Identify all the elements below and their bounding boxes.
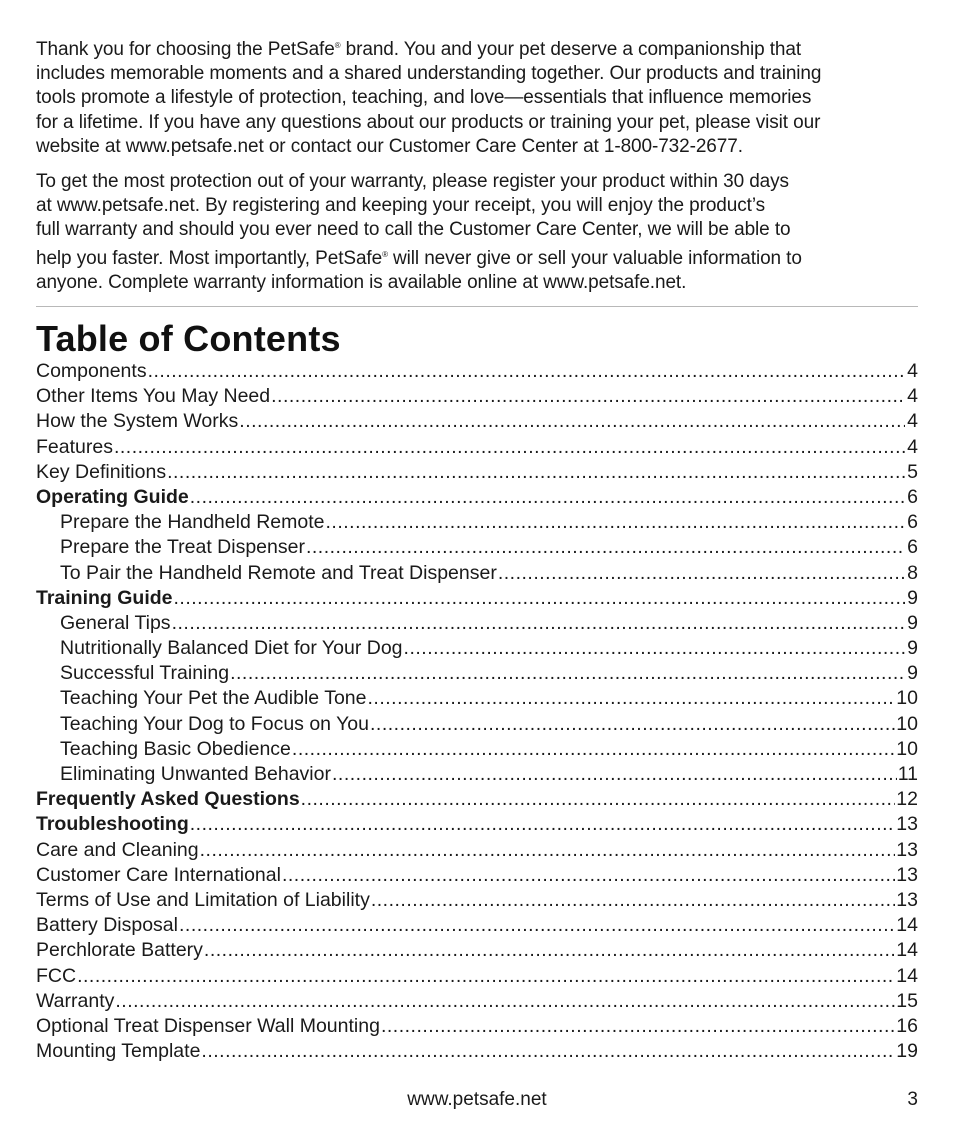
toc-entry-title: Other Items You May Need <box>36 385 271 408</box>
toc-entry-title: Mounting Template <box>36 1040 201 1063</box>
toc-entry-title: General Tips <box>60 611 171 634</box>
dot-leader <box>230 661 905 686</box>
toc-entry-prepare-treat-dispenser[interactable] <box>36 535 918 560</box>
intro-paragraph-1 <box>36 34 918 159</box>
dot-leader <box>371 888 895 913</box>
toc-entry-title: Care and Cleaning <box>36 838 199 861</box>
dot-leader <box>404 636 905 661</box>
toc-entry-faq[interactable] <box>36 787 918 812</box>
table-of-contents <box>36 359 918 1064</box>
toc-entry-unwanted-behavior[interactable] <box>36 762 918 787</box>
toc-entry-components[interactable] <box>36 359 918 384</box>
toc-entry-page: 9 <box>907 611 918 634</box>
toc-entry-page: 9 <box>907 586 918 609</box>
intro-p1-text-a: Thank you for choosing the PetSafe <box>36 39 335 60</box>
toc-entry-title: How the System Works <box>36 410 239 433</box>
toc-entry-title: Prepare the Treat Dispenser <box>60 536 305 559</box>
toc-entry-battery-disposal[interactable] <box>36 913 918 938</box>
toc-entry-page: 6 <box>907 485 918 508</box>
toc-entry-page: 14 <box>896 939 918 962</box>
toc-heading: Table of Contents <box>36 318 341 360</box>
dot-leader <box>306 535 905 560</box>
document-page <box>36 34 918 1064</box>
toc-entry-mounting-template[interactable] <box>36 1039 918 1064</box>
dot-leader <box>239 409 905 434</box>
dot-leader <box>167 460 905 485</box>
toc-entry-title: Terms of Use and Limitation of Liability <box>36 888 370 911</box>
toc-entry-page: 8 <box>907 561 918 584</box>
toc-entry-page: 6 <box>907 536 918 559</box>
intro-p2-text-a: To get the most protection out of your warranty, please register your product within 30 days at www.petsafe.net. By registering and keeping your receipt, you will enjoy the product’s full warranty and should you ever need to call the Customer Care Center, we will be able to help you faster. Most importantly, PetSafe <box>36 171 791 269</box>
dot-leader <box>271 384 905 409</box>
toc-entry-features[interactable] <box>36 435 918 460</box>
toc-entry-customer-care[interactable] <box>36 863 918 888</box>
toc-entry-title: Nutritionally Balanced Diet for Your Dog <box>60 637 403 660</box>
toc-entry-page: 4 <box>907 385 918 408</box>
toc-entry-basic-obedience[interactable] <box>36 737 918 762</box>
toc-entry-page: 6 <box>907 511 918 534</box>
toc-entry-page: 13 <box>896 888 918 911</box>
dot-leader <box>148 359 905 384</box>
dot-leader <box>367 686 895 711</box>
toc-entry-title: To Pair the Handheld Remote and Treat Dispenser <box>60 561 497 584</box>
toc-entry-perchlorate-battery[interactable] <box>36 938 918 963</box>
dot-leader <box>301 787 896 812</box>
toc-entry-page: 4 <box>907 360 918 383</box>
registered-mark: ® <box>382 249 388 259</box>
toc-entry-page: 19 <box>896 1040 918 1063</box>
toc-entry-title: Features <box>36 435 113 458</box>
intro-p2-text-b: will never give or sell your valuable information to anyone. Complete warranty information is available online at www.petsafe.net. <box>36 247 802 293</box>
dot-leader <box>190 485 905 510</box>
toc-entry-title: Components <box>36 360 147 383</box>
dot-leader <box>292 737 895 762</box>
toc-entry-title: Teaching Your Dog to Focus on You <box>60 712 369 735</box>
toc-entry-title: Teaching Basic Obedience <box>60 737 291 760</box>
toc-entry-title: Teaching Your Pet the Audible Tone <box>60 687 367 710</box>
dot-leader <box>326 510 906 535</box>
toc-entry-training-guide[interactable] <box>36 586 918 611</box>
intro-p1-text-b: brand. You and your pet deserve a companionship that includes memorable moments and a shared understanding together. Our products and training tools promote a lifestyle of protection, teaching, and love—essentials that influence memories for a lifetime. If you have any questions about our products or training your pet, please visit our website at www.petsafe.net or contact our Customer Care Center at 1-800-732-2677. <box>36 39 822 157</box>
footer-website-url: www.petsafe.net <box>407 1089 547 1110</box>
toc-entry-key-definitions[interactable] <box>36 460 918 485</box>
toc-entry-successful-training[interactable] <box>36 661 918 686</box>
toc-entry-balanced-diet[interactable] <box>36 636 918 661</box>
toc-entry-page: 15 <box>896 989 918 1012</box>
dot-leader <box>204 938 895 963</box>
intro-paragraph-2 <box>36 170 918 295</box>
dot-leader <box>174 586 905 611</box>
toc-entry-page: 13 <box>896 813 918 836</box>
dot-leader <box>370 712 895 737</box>
toc-entry-prepare-handheld-remote[interactable] <box>36 510 918 535</box>
toc-entry-page: 10 <box>896 737 918 760</box>
toc-entry-title: Optional Treat Dispenser Wall Mounting <box>36 1014 380 1037</box>
toc-entry-page: 9 <box>907 662 918 685</box>
toc-entry-fcc[interactable] <box>36 964 918 989</box>
toc-entry-focus-on-you[interactable] <box>36 712 918 737</box>
toc-entry-page: 11 <box>897 763 918 786</box>
toc-entry-title: Battery Disposal <box>36 914 178 937</box>
dot-leader <box>115 989 895 1014</box>
dot-leader <box>114 435 905 460</box>
dot-leader <box>498 561 905 586</box>
toc-entry-page: 10 <box>896 687 918 710</box>
toc-entry-page: 13 <box>896 863 918 886</box>
toc-entry-warranty[interactable] <box>36 989 918 1014</box>
dot-leader <box>282 863 895 888</box>
dot-leader <box>200 838 896 863</box>
toc-entry-page: 14 <box>896 964 918 987</box>
toc-entry-title: Successful Training <box>60 662 230 685</box>
toc-entry-page: 16 <box>896 1014 918 1037</box>
footer-page-number: 3 <box>907 1089 918 1110</box>
toc-entry-page: 10 <box>896 712 918 735</box>
toc-entry-page: 13 <box>896 838 918 861</box>
section-divider <box>36 306 918 307</box>
toc-entry-terms-of-use[interactable] <box>36 888 918 913</box>
toc-entry-page: 12 <box>896 788 918 811</box>
toc-entry-care-cleaning[interactable] <box>36 838 918 863</box>
toc-entry-title: Troubleshooting <box>36 813 189 836</box>
toc-entry-other-items[interactable] <box>36 384 918 409</box>
toc-entry-title: Training Guide <box>36 586 173 609</box>
toc-entry-page: 4 <box>907 435 918 458</box>
toc-entry-audible-tone[interactable] <box>36 686 918 711</box>
toc-entry-title: Key Definitions <box>36 460 167 483</box>
dot-leader <box>381 1014 895 1039</box>
toc-entry-general-tips[interactable] <box>36 611 918 636</box>
toc-entry-page: 9 <box>907 637 918 660</box>
toc-entry-pair-remote-dispenser[interactable] <box>36 561 918 586</box>
dot-leader <box>332 762 897 787</box>
toc-entry-title: Operating Guide <box>36 485 189 508</box>
dot-leader <box>172 611 905 636</box>
toc-entry-title: Frequently Asked Questions <box>36 788 300 811</box>
dot-leader <box>190 812 896 837</box>
registered-mark: ® <box>334 41 341 50</box>
dot-leader <box>77 964 895 989</box>
toc-entry-title: FCC <box>36 964 77 987</box>
toc-entry-title: Customer Care International <box>36 863 281 886</box>
toc-entry-page: 5 <box>907 460 918 483</box>
toc-entry-title: Prepare the Handheld Remote <box>60 511 325 534</box>
toc-entry-page: 4 <box>907 410 918 433</box>
toc-entry-title: Eliminating Unwanted Behavior <box>60 763 331 786</box>
dot-leader <box>201 1039 895 1064</box>
toc-entry-page: 14 <box>896 914 918 937</box>
toc-entry-how-system-works[interactable] <box>36 409 918 434</box>
toc-entry-title: Warranty <box>36 989 115 1012</box>
toc-entry-wall-mounting[interactable] <box>36 1014 918 1039</box>
toc-entry-title: Perchlorate Battery <box>36 939 203 962</box>
dot-leader <box>179 913 895 938</box>
toc-entry-troubleshooting[interactable] <box>36 812 918 837</box>
toc-entry-operating-guide[interactable] <box>36 485 918 510</box>
